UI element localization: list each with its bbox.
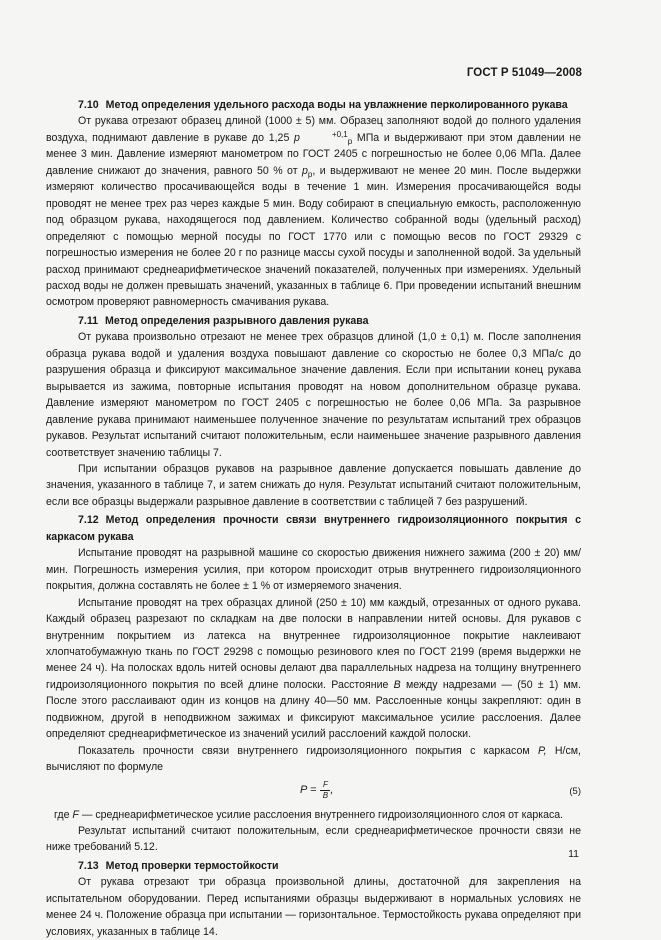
section-heading-7-10 (46, 97, 581, 113)
section-number: 7.10 (78, 99, 99, 111)
formula-fraction: $\frac{F}{B}$ (320, 781, 330, 800)
section-title: Метод проверки термостойкости (105, 859, 279, 872)
paragraph: Испытание проводят на трех образцах длиной (250 ± 10) мм каждый, отрезанных от одного рукава. Каждый образец разрезают по складкам на две полоски в направлении нитей основы. Для рукавов с внутренним покрытием из латекса на внутреннее гидроизоляционное покрытие наклеивают хлопчатобумажную ткань по ГОСТ 29298 с помощью резинового клея по ГОСТ 2199 (время выдержки не менее 24 ч). На полосках вдоль нитей основы делают два параллельных надреза на толщину внутреннего гидроизоляционного покрытия по всей длине полоски. Расстояние B между надрезами — (50 ± 1) мм. После этого расслаивают один из концов на длину 40—50 мм. Расслоенные концы закрепляют: один в подвижном, другой в неподвижном зажимах и фиксируют максимальное усилие расслоения. Далее определяют среднеарифметическое из значений усилий расслоений каждой полоски. (46, 596, 581, 741)
page-number: 11 (568, 848, 579, 860)
section-title: Метод определения удельного расхода воды на увлажнение перколированного рукава (105, 99, 568, 111)
section-number: 7.12 (78, 514, 99, 527)
paragraph: От рукава произвольно отрезают не менее трех образцов длиной (1,0 ± 0,1) м. После заполнения образца рукава водой и удаления воздуха повышают давление со скоростью не более 0,3 МПа/с до разрушения образца и фиксируют максимальное значение давления. Если при испытании конец рукава вырывается из зажима, повторные испытания проводят на новом дополнительном образце рукава. Давление измеряют манометром по ГОСТ 2405 с погрешностью не более 0,06 МПа. За разрывное давление рукава принимают наименьшее полученное значение по результатам испытаний трех образцов рукавов. Результат испытаний считают положительным, если наименьшее значение разрывного давления соответствует значению таблицы 7. (46, 331, 581, 459)
pressure-superscript: +0,1 (331, 129, 348, 139)
section-number: 7.13 (78, 859, 99, 872)
document-body (46, 95, 581, 940)
section-title: Метод определения прочности связи внутреннего гидроизоляционного покрытия с каркасом рукава (46, 514, 581, 543)
paragraph: От рукава отрезают образец длиной (1000 ± 5) мм. Образец заполняют водой до полного удаления воздуха, поднимают давление в рукаве до 1,25 $p +0,1_р$ МПа и выдерживают при этом давлении не менее 3 мин. Давление измеряют манометром по ГОСТ 2405 с погрешностью не более 0,06 МПа. Далее давление снижают до значения, равного 50 % от $p_р$, и выдерживают не менее 20 мин. После выдержки измеряют количество просачивающейся воды в течение 1 мин. Измерения просачивающейся воды проводят не менее трех раз через каждые 5 мин. Воду собирают в специальную емкость, расположенную под образцом рукава, находящегося под давлением. Количество собранной воды (удельный расход) определяют с помощью мерной посуды по ГОСТ 1770 или с помощью весов по ГОСТ 29329 с погрешностью измерения не более 20 г по разнице массы сухой посуды и заполненной водой. За удельный расход принимают среднеарифметическое значений показателей, полученных при измерениях. Удельный расход воды не должен превышать значений, указанных в таблице 6. При проведении испытаний внешним осмотром проверяют равномерность смачивания рукава. (46, 115, 581, 309)
section-number: 7.11 (78, 314, 99, 327)
formula-legend: где F — среднеарифметическое усилие расслоения внутреннего гидроизоляционного слоя от каркаса. (54, 808, 564, 821)
section-heading-7-13 (46, 858, 581, 874)
document-header: ГОСТ Р 51049—2008 (466, 67, 582, 79)
paragraph: Показатель прочности связи внутреннего гидроизоляционного покрытия с каркасом P, Н/см, вычисляют по формуле (46, 744, 581, 774)
formula-5 (46, 778, 581, 804)
equation-number: (5) (569, 785, 581, 797)
paragraph: От рукава отрезают три образца произвольной длины, достаточной для закрепления на испытательном оборудовании. Перед испытаниями образцы выдерживают в нормальных условиях не менее 24 ч. Положение образца при испытании — горизонтальное. Термостойкость рукава определяют при условиях, указанных в таблице 14. (46, 876, 581, 938)
paragraph: Результат испытаний считают положительным, если среднеарифметическое прочности связи не ниже требований 5.12. (46, 825, 581, 854)
paragraph: При испытании образцов рукавов на разрывное давление допускается повышать давление до значения, указанного в таблице 7, и затем снижать до нуля. Результат испытаний считают положительным, если все образцы выдержали разрывное давление в соответствии с таблицей 7 без разрушений. (46, 462, 581, 508)
section-heading-7-12 (46, 512, 581, 545)
section-heading-7-11 (46, 313, 581, 329)
section-title: Метод определения разрывного давления рукава (105, 314, 369, 327)
formula-expression: P = $\frac{F}{B}$ , (300, 779, 334, 800)
paragraph: Испытание проводят на разрывной машине со скоростью движения нижнего зажима (200 ± 20) мм/мин. Погрешность измерения усилия, при котором происходит отрыв внутреннего гидроизоляционного покрытия, должна составлять не более ± 1 % от измеряемого значения. (46, 547, 581, 593)
